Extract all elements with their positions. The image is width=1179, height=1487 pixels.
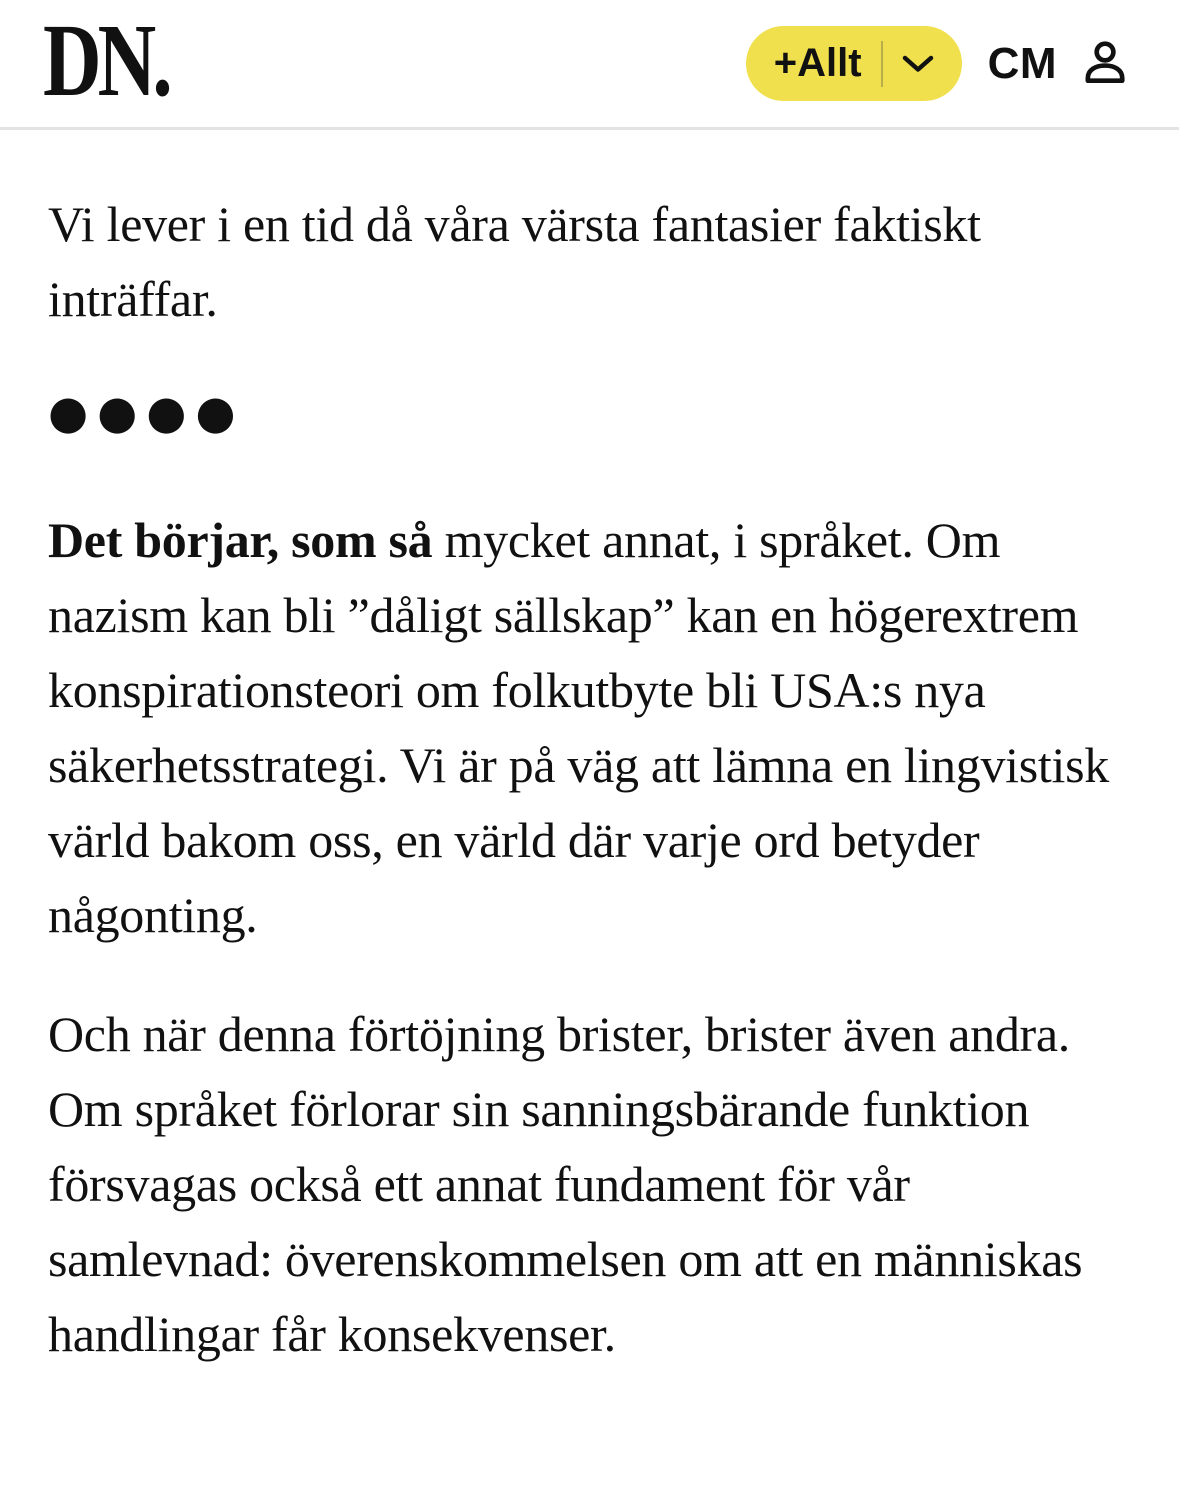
article-paragraph-3: Och när denna förtöjning brister, brister även andra. Om språket förlorar sin sanningsbärande funktion försvagas också ett annat fundament för vår samlevnad: överenskommelsen om att en människas handlingar får konsekvenser. xyxy=(48,1006,1083,1362)
paragraph-lead-rest: mycket annat, i språket. Om nazism kan bli ”dåligt sällskap” kan en högerextrem konspirationsteori om folkutbyte bli USA:s nya säkerhetsstrategi. Vi är på väg att lämna en lingvistisk värld bakom oss, en värld där varje ord betyder någonting. xyxy=(48,512,1109,943)
article-body xyxy=(0,187,1179,1372)
person-icon xyxy=(1079,39,1129,89)
chevron-down-icon xyxy=(902,55,934,73)
profile-initials: CM xyxy=(987,38,1057,88)
pill-divider xyxy=(881,41,883,87)
profile-button[interactable] xyxy=(988,39,1129,89)
app-header xyxy=(0,0,1179,130)
dn-logo[interactable]: DN. xyxy=(43,2,169,118)
subscribe-button-label: +Allt xyxy=(773,41,862,85)
section-separator-dots-icon: ●●●● xyxy=(48,385,245,439)
article-paragraph-1: Vi lever i en tid då våra värsta fantasier faktiskt inträffar. xyxy=(48,196,981,327)
article-paragraph-2 xyxy=(48,503,1131,953)
paragraph-lead-bold: Det börjar, som så xyxy=(48,512,433,568)
subscribe-button[interactable] xyxy=(746,26,962,101)
header-actions xyxy=(746,26,1129,101)
